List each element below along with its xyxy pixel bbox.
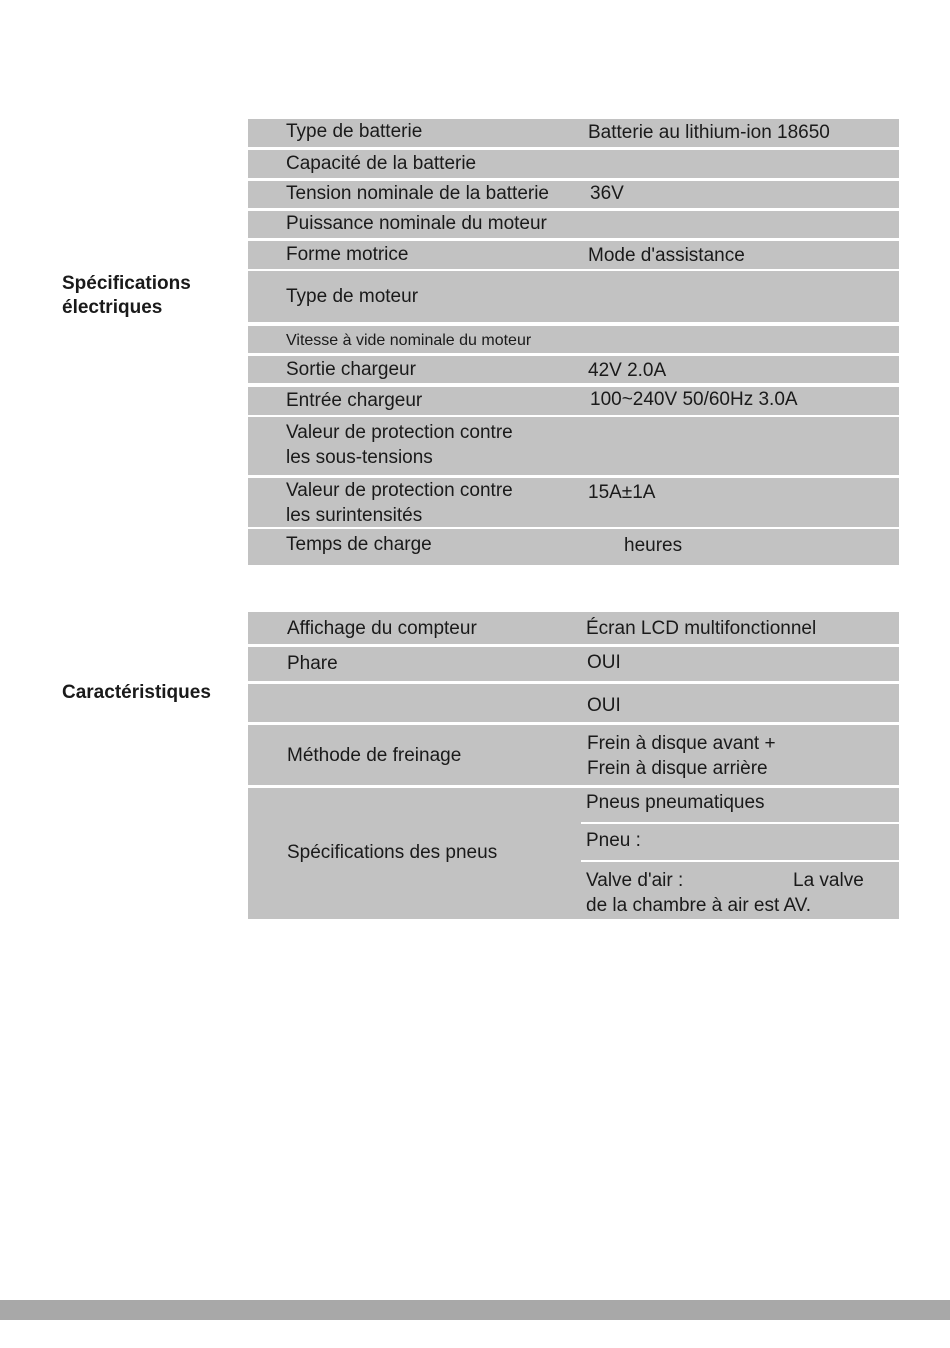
spec-key: Sortie chargeur <box>286 359 416 380</box>
spec-value: OUI <box>587 695 621 716</box>
tires-subcells <box>581 788 899 919</box>
spec-key: Puissance nominale du moteur <box>286 213 547 234</box>
table-row <box>248 417 899 475</box>
spec-key: Temps de charge <box>286 534 432 555</box>
spec-key: Type de batterie <box>286 121 423 142</box>
table-row <box>248 119 899 147</box>
valve-text-line2: de la chambre à air est AV. <box>586 895 811 916</box>
table-row <box>248 684 899 722</box>
table-row <box>248 356 899 383</box>
section-label-electrical-text: Spécifications électriques <box>62 273 191 318</box>
section-label-features-text: Caractéristiques <box>62 682 211 703</box>
section-label-electrical <box>62 272 191 320</box>
tire-size-label: Pneu : <box>586 830 641 851</box>
table-row <box>248 529 899 565</box>
spec-key: Méthode de freinage <box>287 745 462 766</box>
spec-value: OUI <box>587 652 621 673</box>
footer-bar <box>0 1300 950 1320</box>
spec-key: Entrée chargeur <box>286 390 423 411</box>
valve-text: La valve <box>793 870 864 891</box>
spec-value: 100~240V 50/60Hz 3.0A <box>590 389 798 410</box>
table-row <box>248 271 899 322</box>
spec-key: Type de moteur <box>286 286 419 307</box>
spec-value: heures <box>624 535 683 556</box>
spec-value: 42V 2.0A <box>588 360 667 381</box>
section-label-features <box>62 681 211 705</box>
spec-key: Spécifications des pneus <box>287 842 498 863</box>
spec-value: 15A±1A <box>588 482 656 503</box>
spec-value: Frein à disque avant + Frein à disque arrière <box>587 733 776 779</box>
table-row <box>248 211 899 238</box>
tire-type-value: Pneus pneumatiques <box>586 792 765 813</box>
table-row <box>248 725 899 785</box>
spec-key: Forme motrice <box>286 244 409 265</box>
spec-value: Mode d'assistance <box>588 245 745 266</box>
table-row <box>248 326 899 353</box>
spec-key: Vitesse à vide nominale du moteur <box>286 332 532 349</box>
spec-value: 36V <box>590 183 624 204</box>
spec-key: Affichage du compteur <box>287 618 477 639</box>
spec-key: Valeur de protection contre les surintensités <box>286 480 513 526</box>
table-row <box>248 647 899 681</box>
spec-value: Écran LCD multifonctionnel <box>586 618 817 639</box>
spec-key: Phare <box>287 653 338 674</box>
divider <box>581 860 899 862</box>
valve-label: Valve d'air : <box>586 870 684 891</box>
divider <box>581 822 899 824</box>
spec-value: Batterie au lithium-ion 18650 <box>588 122 830 143</box>
spec-key: Capacité de la batterie <box>286 153 477 174</box>
table-row <box>248 241 899 269</box>
table-row <box>248 478 899 527</box>
spec-key: Valeur de protection contre les sous-tensions <box>286 422 513 468</box>
table-row <box>248 612 899 644</box>
table-row <box>248 150 899 178</box>
spec-key: Tension nominale de la batterie <box>286 183 550 204</box>
table-row <box>248 387 899 415</box>
table-row <box>248 181 899 208</box>
